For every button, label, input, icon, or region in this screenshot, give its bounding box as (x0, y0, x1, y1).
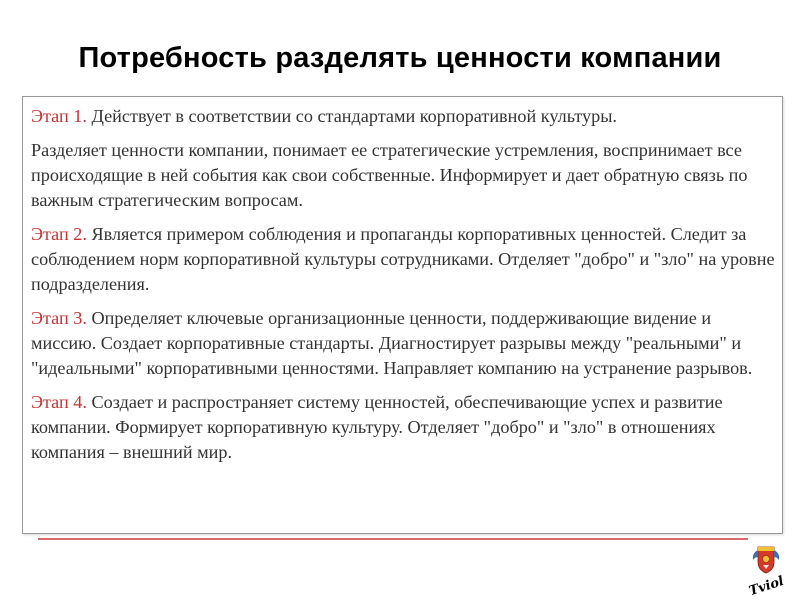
stage-4-text: Создает и распространяет систему ценностей, обеспечивающие успех и развитие компании. Формирует корпоративную культуру. Отделяет "добро" и "зло" в отношениях компания – внешний мир. (31, 392, 723, 462)
stage-2-label: Этап 2. (31, 224, 87, 244)
stage-3-paragraph (31, 306, 776, 381)
crest-logo-icon (741, 544, 791, 596)
stage-4-paragraph (31, 390, 776, 465)
logo-signature: Tviol (747, 573, 786, 596)
stage-1-details-paragraph (31, 138, 776, 213)
stage-3-label: Этап 3. (31, 308, 87, 328)
slide-title: Потребность разделять ценности компании (78, 42, 722, 74)
content-box (22, 96, 783, 534)
stage-1-paragraph (31, 104, 776, 129)
stage-1-text: Действует в соответствии со стандартами корпоративной культуры. (86, 106, 617, 126)
stage-4-label: Этап 4. (31, 392, 87, 412)
stage-2-text: Является примером соблюдения и пропаганды корпоративных ценностей. Следит за соблюдением норм корпоративной культуры сотрудниками. Отделяет "добро" и "зло" на уровне подразделения. (31, 224, 775, 294)
stage-3-text: Определяет ключевые организационные ценности, поддерживающие видение и миссию. Создает корпоративные стандарты. Диагностирует разрывы между "реальными" и "идеальными" корпоративными ценностями. Направляет компанию на устранение разрывов. (31, 308, 753, 378)
stage-1-details-text: Разделяет ценности компании, понимает ее стратегические устремления, воспринимает все происходящие в ней события как свои собственные. Информирует и дает обратную связь по важным стратегическим вопросам. (31, 140, 748, 210)
stage-1-label: Этап 1. (31, 106, 87, 126)
red-divider (38, 538, 748, 540)
stage-2-paragraph (31, 222, 776, 297)
